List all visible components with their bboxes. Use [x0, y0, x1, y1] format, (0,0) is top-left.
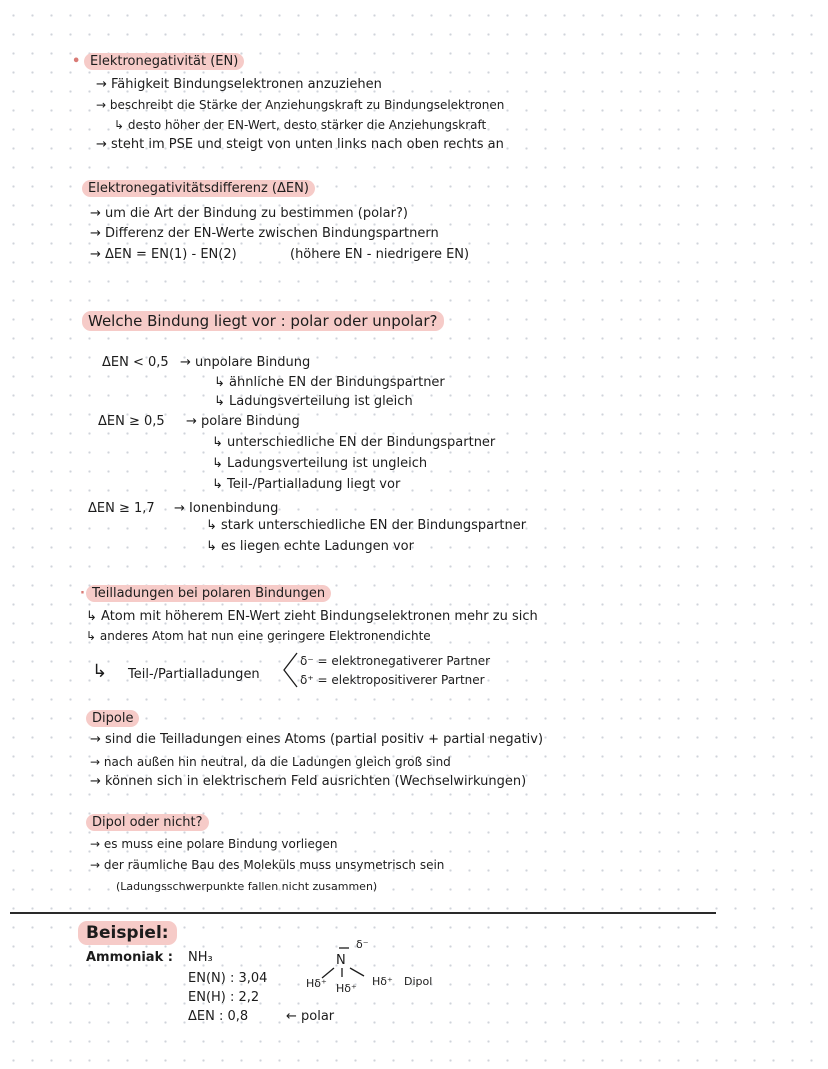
note-line: ↳ Ladungsverteilung ist ungleich — [212, 456, 428, 471]
delta-plus-line: δ⁺ = elektropositiverer Partner — [300, 673, 485, 687]
heading-elektronegativitaet: Elektronegativität (EN) — [90, 54, 244, 70]
note-line: ↳ ähnliche EN der Bindungspartner — [214, 375, 445, 390]
bullet-4: · — [80, 586, 85, 601]
note-line: → um die Art der Bindung zu bestimmen (polar?) — [90, 206, 408, 221]
result-ionisch: → Ionenbindung — [174, 501, 279, 516]
delta-en: ΔEN : 0,8 — [188, 1009, 249, 1024]
en-nitrogen: EN(N) : 3,04 — [188, 971, 268, 986]
brace-icon — [282, 651, 298, 689]
lone-pair-icon — [338, 947, 350, 950]
heading-teilladungen: Teilladungen bei polaren Bindungen — [92, 586, 331, 602]
condition-ionisch: ΔEN ≥ 1,7 — [88, 501, 155, 516]
note-line: → beschreibt die Stärke der Anziehungskraft zu Bindungselektronen — [96, 98, 505, 112]
note-line: ↳ es liegen echte Ladungen vor — [206, 539, 414, 554]
note-line: ↳ Teil-/Partialladung liegt vor — [212, 477, 401, 492]
note-line: → sind die Teilladungen eines Atoms (partial positiv + partial negativ) — [90, 732, 544, 747]
condition-polar: ΔEN ≥ 0,5 — [98, 414, 165, 429]
result-polar: → polare Bindung — [186, 414, 300, 429]
heading-en-differenz: Elektronegativitätsdifferenz (ΔEN) — [88, 181, 315, 197]
partialladungen-label: Teil-/Partialladungen — [128, 667, 260, 682]
note-line: → der räumliche Bau des Moleküls muss unsymetrisch sein — [90, 858, 445, 872]
note-line: → Differenz der EN-Werte zwischen Bindungspartnern — [90, 226, 439, 241]
note-line: → ΔEN = EN(1) - EN(2) — [90, 247, 237, 262]
double-arrow-icon: ↳ — [92, 661, 108, 682]
note-line: ↳ stark unterschiedliche EN der Bindungspartner — [206, 518, 527, 533]
note-line: → können sich in elektrischem Feld ausrichten (Wechselwirkungen) — [90, 774, 527, 789]
dipol-label: Dipol — [404, 975, 433, 988]
nitrogen-atom: N — [336, 953, 346, 968]
hydrogen-middle: Hδ⁺ — [336, 982, 357, 995]
en-hydrogen: EN(H) : 2,2 — [188, 990, 260, 1005]
heading-beispiel: Beispiel: — [84, 925, 177, 941]
heading-dipole: Dipole — [92, 711, 139, 727]
note-line: ↳ Ladungsverteilung ist gleich — [214, 394, 413, 409]
n-partial-charge: δ⁻ — [356, 938, 369, 951]
note-line: → steht im PSE und steigt von unten links nach oben rechts an — [96, 137, 504, 152]
note-line: ↳ anderes Atom hat nun eine geringere Elektronendichte — [86, 629, 431, 643]
note-line: → es muss eine polare Bindung vorliegen — [90, 837, 338, 851]
note-line: (höhere EN - niedrigere EN) — [290, 247, 470, 262]
example-formula: NH₃ — [188, 950, 213, 965]
note-line: ↳ desto höher der EN-Wert, desto stärker die Anziehungskraft — [114, 118, 487, 132]
result-unpolar: → unpolare Bindung — [180, 355, 311, 370]
heading-welche-bindung: Welche Bindung liegt vor : polar oder unpolar? — [88, 313, 444, 329]
note-line: ↳ unterschiedliche EN der Bindungspartner — [212, 435, 496, 450]
hydrogen-right: Hδ⁺ — [372, 975, 393, 988]
note-line: (Ladungsschwerpunkte fallen nicht zusammen) — [116, 880, 378, 893]
note-line: → nach außen hin neutral, da die Ladungen gleich groß sind — [90, 755, 451, 769]
example-label: Ammoniak : — [86, 950, 173, 965]
condition-unpolar: ΔEN < 0,5 — [102, 355, 169, 370]
polar-note: ← polar — [286, 1009, 335, 1024]
divider-line — [10, 912, 716, 914]
hydrogen-left: Hδ⁺ — [306, 977, 327, 990]
delta-minus-line: δ⁻ = elektronegativerer Partner — [300, 654, 491, 668]
note-line: ↳ Atom mit höherem EN-Wert zieht Bindungselektronen mehr zu sich — [86, 609, 538, 624]
bullet-1: • — [72, 54, 81, 69]
heading-dipol-oder-nicht: Dipol oder nicht? — [92, 815, 209, 831]
note-line: → Fähigkeit Bindungselektronen anzuziehen — [96, 77, 382, 92]
